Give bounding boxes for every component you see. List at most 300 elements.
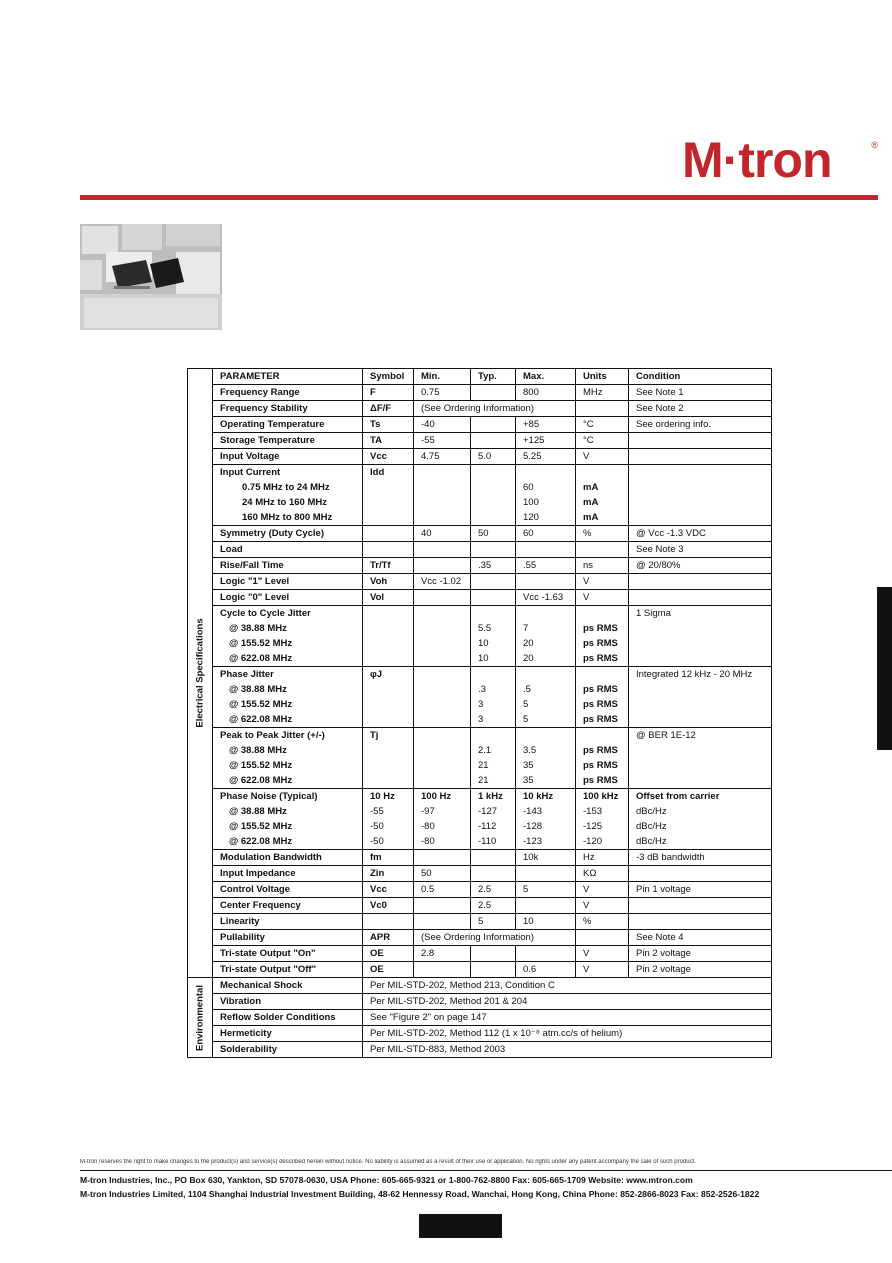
table-cell — [629, 510, 772, 526]
table-cell — [363, 542, 414, 558]
table-cell — [471, 542, 516, 558]
table-cell: Phase Noise (Typical) — [213, 789, 363, 805]
table-cell: 3 — [471, 712, 516, 728]
table-cell — [414, 898, 471, 914]
table-row — [188, 962, 772, 978]
table-cell: F — [363, 385, 414, 401]
column-header: Units — [576, 369, 629, 385]
column-header: Min. — [414, 369, 471, 385]
table-subrow — [188, 621, 772, 636]
table-cell: mA — [576, 510, 629, 526]
table-cell: 5 — [516, 697, 576, 712]
table-cell — [414, 590, 471, 606]
table-cell — [414, 636, 471, 651]
table-cell — [629, 758, 772, 773]
table-cell — [629, 590, 772, 606]
table-cell: % — [576, 914, 629, 930]
table-cell: @ Vcc -1.3 VDC — [629, 526, 772, 542]
table-cell: 2.8 — [414, 946, 471, 962]
table-cell: .35 — [471, 558, 516, 574]
table-cell: 35 — [516, 773, 576, 789]
table-row — [188, 526, 772, 542]
table-cell: Voh — [363, 574, 414, 590]
table-cell — [629, 866, 772, 882]
table-cell — [414, 495, 471, 510]
table-cell: See Note 3 — [629, 542, 772, 558]
table-cell: ps RMS — [576, 621, 629, 636]
table-cell: ns — [576, 558, 629, 574]
page-number-box — [419, 1214, 502, 1238]
table-cell: -143 — [516, 804, 576, 819]
table-cell — [471, 962, 516, 978]
table-cell — [414, 773, 471, 789]
table-row — [188, 606, 772, 622]
table-cell: 50 — [414, 866, 471, 882]
table-row — [188, 449, 772, 465]
table-cell: -153 — [576, 804, 629, 819]
table-cell: % — [576, 526, 629, 542]
table-cell — [363, 712, 414, 728]
table-cell: Per MIL-STD-202, Method 201 & 204 — [363, 994, 772, 1010]
table-cell: @ 155.52 MHz — [213, 819, 363, 834]
table-cell: Tri-state Output "Off" — [213, 962, 363, 978]
table-cell: @ 622.08 MHz — [213, 712, 363, 728]
table-row — [188, 850, 772, 866]
table-cell: @ 155.52 MHz — [213, 697, 363, 712]
table-subrow — [188, 697, 772, 712]
table-row — [188, 866, 772, 882]
table-cell: Vcc — [363, 882, 414, 898]
table-cell — [414, 651, 471, 667]
table-cell: (See Ordering Information) — [414, 401, 576, 417]
table-cell: See Note 1 — [629, 385, 772, 401]
table-cell — [576, 728, 629, 744]
table-cell: ps RMS — [576, 651, 629, 667]
table-cell: Vibration — [213, 994, 363, 1010]
column-header: PARAMETER — [213, 369, 363, 385]
table-cell — [471, 417, 516, 433]
footer-rule — [80, 1170, 892, 1171]
table-cell: ps RMS — [576, 743, 629, 758]
table-cell: @ 622.08 MHz — [213, 834, 363, 850]
table-cell: Per MIL-STD-202, Method 112 (1 x 10⁻⁸ atm.cc/s of helium) — [363, 1026, 772, 1042]
table-row — [188, 558, 772, 574]
table-cell: 40 — [414, 526, 471, 542]
registered-mark: ® — [871, 140, 878, 150]
table-cell — [629, 682, 772, 697]
table-cell: fm — [363, 850, 414, 866]
table-cell — [414, 728, 471, 744]
column-header: Symbol — [363, 369, 414, 385]
table-cell — [629, 898, 772, 914]
table-cell: Vol — [363, 590, 414, 606]
table-cell — [471, 866, 516, 882]
logo-text: M·tron — [682, 132, 832, 188]
table-cell: 50 — [471, 526, 516, 542]
table-cell: Frequency Stability — [213, 401, 363, 417]
table-cell — [471, 433, 516, 449]
table-cell: See Note 4 — [629, 930, 772, 946]
table-cell: Vc0 — [363, 898, 414, 914]
table-cell — [471, 385, 516, 401]
table-cell: Pin 2 voltage — [629, 946, 772, 962]
table-row — [188, 574, 772, 590]
table-cell: Offset from carrier — [629, 789, 772, 805]
table-cell: 0.75 — [414, 385, 471, 401]
table-cell: Phase Jitter — [213, 667, 363, 683]
table-cell: dBc/Hz — [629, 819, 772, 834]
table-cell: 3 — [471, 697, 516, 712]
table-cell — [629, 465, 772, 481]
table-cell: Integrated 12 kHz - 20 MHz — [629, 667, 772, 683]
table-cell — [629, 495, 772, 510]
env-row — [188, 1026, 772, 1042]
table-cell: 5 — [516, 882, 576, 898]
table-cell — [516, 542, 576, 558]
table-cell — [629, 697, 772, 712]
table-cell: 5.5 — [471, 621, 516, 636]
table-cell — [363, 682, 414, 697]
table-row — [188, 898, 772, 914]
table-cell: 0.5 — [414, 882, 471, 898]
table-row — [188, 433, 772, 449]
env-row — [188, 994, 772, 1010]
table-cell: -112 — [471, 819, 516, 834]
table-cell: 10 — [471, 651, 516, 667]
table-cell: 10 — [516, 914, 576, 930]
table-subrow — [188, 651, 772, 667]
table-cell: @ 38.88 MHz — [213, 804, 363, 819]
table-cell — [363, 510, 414, 526]
table-cell: @ 38.88 MHz — [213, 621, 363, 636]
table-cell: +125 — [516, 433, 576, 449]
column-header: Max. — [516, 369, 576, 385]
table-cell — [414, 682, 471, 697]
address-us: M-tron Industries, Inc., PO Box 630, Yankton, SD 57078-0630, USA Phone: 605-665-9321 or 1-800-762-8800 Fax: 605-665-1709 Website: www.mtron.com — [80, 1175, 693, 1185]
section-label: Electrical Specifications — [194, 618, 206, 728]
table-subrow — [188, 495, 772, 510]
table-cell: Ts — [363, 417, 414, 433]
table-row — [188, 385, 772, 401]
table-cell: 21 — [471, 758, 516, 773]
table-cell: @ 155.52 MHz — [213, 636, 363, 651]
table-row — [188, 914, 772, 930]
table-cell: See ordering info. — [629, 417, 772, 433]
table-cell: 2.1 — [471, 743, 516, 758]
table-row — [188, 789, 772, 805]
table-cell: Tj — [363, 728, 414, 744]
table-cell: ps RMS — [576, 773, 629, 789]
table-cell: 1 kHz — [471, 789, 516, 805]
table-cell: @ 38.88 MHz — [213, 682, 363, 697]
table-cell: Vcc -1.02 — [414, 574, 471, 590]
table-subrow — [188, 682, 772, 697]
table-cell: V — [576, 882, 629, 898]
spec-table — [187, 368, 772, 1058]
table-row — [188, 882, 772, 898]
table-cell: Modulation Bandwidth — [213, 850, 363, 866]
table-cell: -50 — [363, 834, 414, 850]
table-subrow — [188, 636, 772, 651]
table-cell: mA — [576, 480, 629, 495]
table-cell: -55 — [363, 804, 414, 819]
table-cell: ps RMS — [576, 697, 629, 712]
table-cell: Rise/Fall Time — [213, 558, 363, 574]
table-cell — [576, 930, 629, 946]
column-header: Condition — [629, 369, 772, 385]
table-cell — [576, 401, 629, 417]
table-cell: 100 — [516, 495, 576, 510]
table-cell: -97 — [414, 804, 471, 819]
table-subrow — [188, 758, 772, 773]
table-cell: °C — [576, 417, 629, 433]
table-cell: Control Voltage — [213, 882, 363, 898]
table-cell — [576, 667, 629, 683]
table-cell — [363, 651, 414, 667]
table-cell — [629, 480, 772, 495]
table-cell: -127 — [471, 804, 516, 819]
table-cell: Logic "0" Level — [213, 590, 363, 606]
table-cell: 5 — [516, 712, 576, 728]
disclaimer: M-tron reserves the right to make changes to the product(s) and service(s) described herein without notice. No liability is assumed as a result of their use or application. No rights under any patent accompany the sale of such product. — [80, 1159, 696, 1165]
table-row — [188, 946, 772, 962]
table-cell: 100 kHz — [576, 789, 629, 805]
table-cell: ΔF/F — [363, 401, 414, 417]
table-cell: OE — [363, 962, 414, 978]
column-header: Typ. — [471, 369, 516, 385]
table-cell: φJ — [363, 667, 414, 683]
mtron-logo — [682, 122, 878, 188]
table-cell: Cycle to Cycle Jitter — [213, 606, 363, 622]
table-row — [188, 590, 772, 606]
table-row — [188, 728, 772, 744]
section-electrical — [188, 369, 213, 978]
table-row — [188, 667, 772, 683]
table-cell: Symmetry (Duty Cycle) — [213, 526, 363, 542]
table-cell: V — [576, 898, 629, 914]
table-cell: 5.0 — [471, 449, 516, 465]
table-cell — [576, 606, 629, 622]
table-cell: 21 — [471, 773, 516, 789]
table-cell — [629, 636, 772, 651]
table-cell — [516, 574, 576, 590]
table-cell: ps RMS — [576, 712, 629, 728]
table-cell — [471, 574, 516, 590]
table-cell: Input Voltage — [213, 449, 363, 465]
table-cell: Pullability — [213, 930, 363, 946]
table-cell: 10 Hz — [363, 789, 414, 805]
table-cell — [471, 510, 516, 526]
table-cell: dBc/Hz — [629, 804, 772, 819]
table-cell: 3.5 — [516, 743, 576, 758]
table-cell: 0.75 MHz to 24 MHz — [213, 480, 363, 495]
table-cell: @ 155.52 MHz — [213, 758, 363, 773]
table-cell: OE — [363, 946, 414, 962]
table-cell: ps RMS — [576, 682, 629, 697]
table-cell: 60 — [516, 480, 576, 495]
table-cell: 1 Sigma — [629, 606, 772, 622]
table-cell: mA — [576, 495, 629, 510]
table-cell: Vcc -1.63 — [516, 590, 576, 606]
table-cell: 0.6 — [516, 962, 576, 978]
table-cell: V — [576, 962, 629, 978]
table-cell — [414, 850, 471, 866]
table-cell: @ 20/80% — [629, 558, 772, 574]
table-cell — [629, 773, 772, 789]
table-cell: @ 622.08 MHz — [213, 773, 363, 789]
table-cell: See "Figure 2" on page 147 — [363, 1010, 772, 1026]
table-row — [188, 401, 772, 417]
table-cell: 5.25 — [516, 449, 576, 465]
table-cell: Idd — [363, 465, 414, 481]
table-cell: 800 — [516, 385, 576, 401]
table-cell: Center Frequency — [213, 898, 363, 914]
table-cell: Per MIL-STD-202, Method 213, Condition C — [363, 978, 772, 994]
table-cell: -125 — [576, 819, 629, 834]
table-cell: -128 — [516, 819, 576, 834]
table-cell — [576, 465, 629, 481]
table-cell — [363, 621, 414, 636]
table-cell: Frequency Range — [213, 385, 363, 401]
table-cell — [414, 480, 471, 495]
table-cell — [516, 866, 576, 882]
table-cell: 20 — [516, 636, 576, 651]
table-cell: -80 — [414, 834, 471, 850]
table-cell — [471, 480, 516, 495]
table-cell: dBc/Hz — [629, 834, 772, 850]
table-cell: Vcc — [363, 449, 414, 465]
table-cell: -120 — [576, 834, 629, 850]
table-cell — [629, 712, 772, 728]
table-cell: V — [576, 590, 629, 606]
table-cell: Zin — [363, 866, 414, 882]
table-cell: .55 — [516, 558, 576, 574]
table-subrow — [188, 480, 772, 495]
table-cell — [629, 433, 772, 449]
env-row — [188, 1010, 772, 1026]
table-cell: -3 dB bandwidth — [629, 850, 772, 866]
table-cell: -123 — [516, 834, 576, 850]
table-subrow — [188, 712, 772, 728]
table-cell — [414, 558, 471, 574]
table-cell — [629, 743, 772, 758]
table-cell: Pin 2 voltage — [629, 962, 772, 978]
table-cell — [516, 728, 576, 744]
table-cell: ps RMS — [576, 636, 629, 651]
table-cell — [516, 606, 576, 622]
table-cell — [629, 914, 772, 930]
env-row — [188, 1042, 772, 1058]
header-rule — [80, 195, 878, 200]
table-cell: -80 — [414, 819, 471, 834]
section-environmental — [188, 978, 213, 1058]
table-cell — [629, 621, 772, 636]
table-subrow — [188, 510, 772, 526]
table-cell: Tri-state Output "On" — [213, 946, 363, 962]
table-cell: 7 — [516, 621, 576, 636]
table-cell — [363, 526, 414, 542]
table-cell: Pin 1 voltage — [629, 882, 772, 898]
table-cell — [363, 697, 414, 712]
table-cell: Operating Temperature — [213, 417, 363, 433]
table-row — [188, 417, 772, 433]
table-cell — [629, 574, 772, 590]
table-cell: V — [576, 449, 629, 465]
table-cell: 24 MHz to 160 MHz — [213, 495, 363, 510]
table-cell: 10 kHz — [516, 789, 576, 805]
table-cell — [471, 606, 516, 622]
table-subrow — [188, 819, 772, 834]
table-row — [188, 542, 772, 558]
table-cell: 160 MHz to 800 MHz — [213, 510, 363, 526]
table-cell: ps RMS — [576, 758, 629, 773]
table-cell — [471, 495, 516, 510]
table-cell — [414, 621, 471, 636]
table-cell: +85 — [516, 417, 576, 433]
table-cell — [516, 898, 576, 914]
table-cell — [414, 606, 471, 622]
table-cell: V — [576, 574, 629, 590]
section-label: Environmental — [194, 984, 206, 1051]
table-cell: Mechanical Shock — [213, 978, 363, 994]
address-hk: M-tron Industries Limited, 1104 Shanghai Industrial Investment Building, 48-62 Hennessy Road, Wanchai, Hong Kong, China Phone: 852-2866-8023 Fax: 852-2526-1822 — [80, 1189, 760, 1199]
table-row — [188, 930, 772, 946]
table-cell — [629, 651, 772, 667]
table-cell: 10 — [471, 636, 516, 651]
table-cell — [471, 667, 516, 683]
table-cell: V — [576, 946, 629, 962]
table-cell: (See Ordering Information) — [414, 930, 576, 946]
table-cell: .5 — [516, 682, 576, 697]
table-cell: 120 — [516, 510, 576, 526]
table-cell: Input Impedance — [213, 866, 363, 882]
table-cell: 2.5 — [471, 898, 516, 914]
table-cell — [414, 667, 471, 683]
table-cell: Peak to Peak Jitter (+/-) — [213, 728, 363, 744]
table-cell: See Note 2 — [629, 401, 772, 417]
table-cell: -50 — [363, 819, 414, 834]
table-cell — [414, 962, 471, 978]
table-header-row — [188, 369, 772, 385]
table-cell: 20 — [516, 651, 576, 667]
table-cell: 100 Hz — [414, 789, 471, 805]
table-cell — [471, 850, 516, 866]
table-cell — [471, 946, 516, 962]
table-cell: Input Current — [213, 465, 363, 481]
table-cell — [363, 743, 414, 758]
table-cell: KΩ — [576, 866, 629, 882]
table-cell — [363, 758, 414, 773]
table-cell — [414, 542, 471, 558]
env-row — [188, 978, 772, 994]
table-cell — [363, 773, 414, 789]
table-cell — [363, 636, 414, 651]
table-cell — [363, 606, 414, 622]
table-cell: 60 — [516, 526, 576, 542]
table-cell: TA — [363, 433, 414, 449]
table-cell: -55 — [414, 433, 471, 449]
table-cell — [363, 480, 414, 495]
table-cell: Solderability — [213, 1042, 363, 1058]
table-cell — [471, 590, 516, 606]
table-cell — [414, 697, 471, 712]
table-cell: Tr/Tf — [363, 558, 414, 574]
table-cell: @ 622.08 MHz — [213, 651, 363, 667]
product-photo — [80, 224, 222, 330]
table-cell: 2.5 — [471, 882, 516, 898]
table-cell: -40 — [414, 417, 471, 433]
table-cell — [471, 728, 516, 744]
